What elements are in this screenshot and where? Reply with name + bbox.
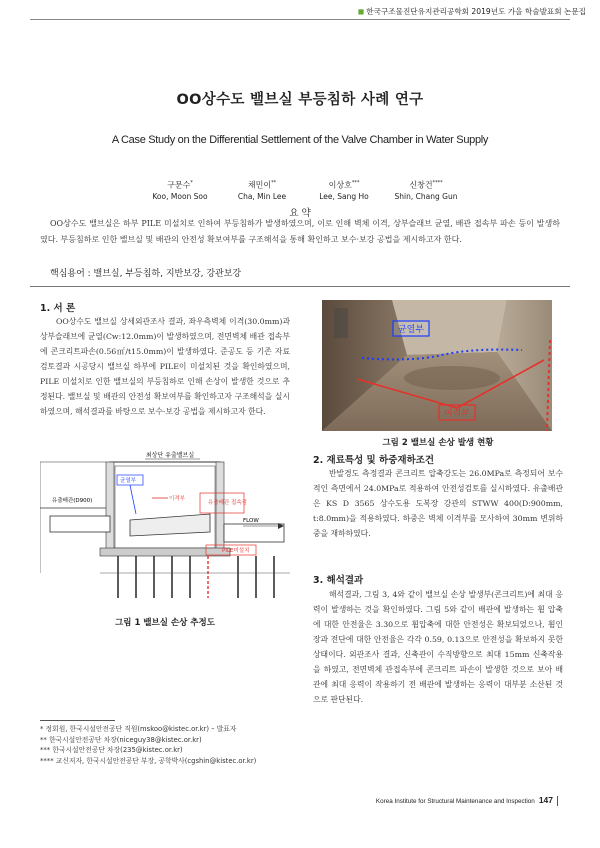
section-1-title: 1. 서 론 xyxy=(40,303,76,314)
header-rule xyxy=(30,19,570,20)
pile-group xyxy=(118,556,274,598)
left-wall xyxy=(106,462,114,554)
photo-ladder xyxy=(334,308,348,338)
paper-subtitle: A Case Study on the Differential Settlement of the Valve Chamber in Water Supply xyxy=(111,134,489,146)
footnote: *** 한국시설안전공단 차장(235@kistec.or.kr) xyxy=(40,746,183,754)
valve-chamber-photo xyxy=(322,300,552,431)
footnote-rule xyxy=(40,720,115,721)
footnotes xyxy=(40,724,256,766)
flow-label: FLOW xyxy=(243,518,259,524)
abstract-text: OO상수도 밸브실은 하부 PILE 미설치로 인하여 부등침하가 발생하였으며, 이로 인해 벽체 이격, 상부슬래브 균열, 배관 접속부 파손 등이 발생하였다. 부등침하로 인한 밸브실 및 배관의 안전성 확보여부를 구조해석을 통해 확인하고 보수·보강 공법을 제시하고자 한다. xyxy=(40,219,560,244)
section-3-title: 3. 해석결과 xyxy=(313,575,364,586)
figure-2-photo xyxy=(322,300,552,431)
section-1-body xyxy=(40,314,290,419)
figure-2-caption: 그림 2 밸브실 손상 발생 현황 xyxy=(382,438,494,448)
outlet-pipe-left xyxy=(50,516,110,532)
author-mark: ** xyxy=(271,180,277,186)
author xyxy=(222,178,302,202)
journal-name: 한국구조물진단유지관리공학회 2019년도 가을 학술발표회 논문집 xyxy=(366,7,586,16)
section-3-body xyxy=(313,587,563,707)
figure-1 xyxy=(40,448,290,613)
journal-mark-icon: ◼ xyxy=(357,7,365,16)
footnote: * 정회원, 한국시설안전공단 직원(mskoo@kistec.or.kr) – 발표자 xyxy=(40,725,237,733)
outlet-pipe-right xyxy=(224,524,284,542)
footnote: ** 한국시설안전공단 차장(niceguy38@kistec.or.kr) xyxy=(40,735,202,744)
gap-label: 이격부 xyxy=(169,496,185,502)
keywords xyxy=(50,266,241,279)
joint-label: 유출배관 접속점 xyxy=(208,500,247,506)
author-list xyxy=(120,178,480,202)
paper-title: OO상수도 밸브실 부등침하 사례 연구 xyxy=(176,92,424,108)
page-number: 147 xyxy=(538,795,553,805)
top-slab-label: 최상단 유출밸브실 xyxy=(145,452,195,459)
author-name-kr: 이상호 xyxy=(328,180,352,190)
photo-crack-label: 균열부 xyxy=(397,325,425,335)
author-name-en: Lee, Sang Ho xyxy=(319,191,369,201)
section-1-text: OO상수도 밸브실 상세외관조사 결과, 좌우측벽체 이격(30.0mm)과 상부슬래브에 균열(Cw:12.0mm)이 발생하였으며, 전면벽체 배관 접속부에 콘크리트파손(0.56㎡/t15.0mm)이 발생하였다. 준공도 등 기존 자료검토결과 시공당시 밸브실 하부에 PILE이 미설치된 것을 확인하였으며, PILE 미설치로 인한 밸브실의 부등침하로 인해 손상이 발생한 것으로 추정된다. 밸브실 및 배관의 안전성 확보여부를 확인하고자 구조해석을 실시하였으며, 해석결과를 바탕으로 보수·보강 공법을 제시하고자 한다. xyxy=(40,317,290,416)
author xyxy=(304,178,384,202)
section-3-text: 해석결과, 그림 3, 4와 같이 밸브실 손상 발생부(콘크리트)에 최대 응력이 발생하는 것을 확인하였다. 그림 5와 같이 배관에 발생하는 휨 압축에 대한 안전율은 3.30으로 휨압축에 대한 안전성은 확보되었으나, 휨인장과 전단에 대한 안전율은 각각 0.59, 0.13으로 안전성을 확보하지 못한 상태이다. 외관조사 결과, 신축관이 수직방향으로 최대 15mm 신축작용을 하였고, 전면벽체 관접속부에 콘크리트 파손이 발생한 것으로 보아 배관에 최대 응력이 작용하기 전 배관에 발생하는 응력이 대부분 소산된 것으로 판단된다. xyxy=(313,590,563,704)
crack-label: 균열부 xyxy=(120,478,136,484)
figure-1-caption: 그림 1 밸브실 손상 추정도 xyxy=(115,618,215,628)
author-mark: * xyxy=(190,180,193,186)
author xyxy=(140,178,220,202)
pile-label: PILE미설치 xyxy=(222,548,250,554)
author-mark: **** xyxy=(432,180,443,186)
keywords-label: 핵심용어 : xyxy=(50,269,91,279)
right-wall xyxy=(216,462,224,554)
footnote: **** 교신저자, 한국시설안전공단 부장, 공학박사(cgshin@kistec.or.kr) xyxy=(40,756,257,765)
keywords-text: 밸브실, 부등침하, 지반보강, 강관보강 xyxy=(93,269,242,279)
section-2-body xyxy=(313,466,563,541)
footer-org: Korea Institute for Structural Maintenance and Inspection xyxy=(375,798,535,805)
section-2-title: 2. 재료특성 및 하중재하조건 xyxy=(313,455,435,466)
author xyxy=(386,178,466,202)
journal-header xyxy=(358,6,586,17)
outlet-pipe-label: 유출배관(D900) xyxy=(52,498,93,504)
page-footer xyxy=(376,795,558,806)
abstract xyxy=(40,216,560,247)
author-name-en: Shin, Chang Gun xyxy=(394,191,458,201)
valve-chamber-diagram xyxy=(40,448,290,613)
author-name-kr: 채민이 xyxy=(247,180,272,190)
author-name-en: Cha, Min Lee xyxy=(237,191,287,201)
author-name-en: Koo, Moon Soo xyxy=(152,191,208,201)
photo-pipe-shadow xyxy=(404,366,500,390)
footer-bar xyxy=(557,796,558,806)
author-name-kr: 구문수 xyxy=(167,180,191,190)
photo-gap-label: 이격부 xyxy=(443,409,471,419)
section-divider xyxy=(30,286,570,287)
abstract-heading: 요 약 xyxy=(289,208,311,219)
author-mark: *** xyxy=(351,180,360,186)
section-2-text: 반발경도 측정결과 콘크리트 압축강도는 26.0MPa로 측정되어 보수적인 측면에서 24.0MPa로 적용하여 안전성검토를 실시하였다. 유출배관은 KS D 3565 상수도용 도복장 강관의 STWW 400(D:900mm, t:8.0mm)을 적용하였다. 하중은 벽체 이격부를 모사하여 30mm 변위하중을 재하하였다. xyxy=(313,469,563,538)
author-name-kr: 신창건 xyxy=(409,180,433,190)
